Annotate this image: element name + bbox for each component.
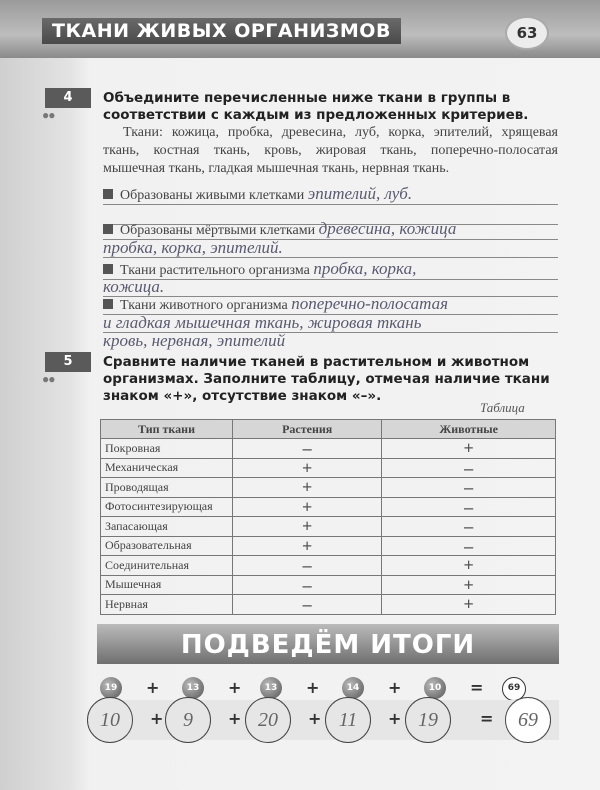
max-points-ball: 10 xyxy=(424,677,446,699)
animals-mark[interactable]: – xyxy=(382,517,556,537)
plus-sign: + xyxy=(388,678,402,697)
difficulty-icon: ●● xyxy=(42,108,55,122)
plants-mark[interactable]: – xyxy=(233,575,382,595)
score-circle[interactable]: 11 xyxy=(325,697,371,743)
animals-mark[interactable]: – xyxy=(382,536,556,556)
equals-sign: = xyxy=(470,678,484,697)
criterion-living xyxy=(103,183,558,205)
plants-mark[interactable]: + xyxy=(233,517,382,537)
table-row xyxy=(101,439,556,459)
column-header: Тип ткани xyxy=(101,420,233,439)
tissue-type: Соединительная xyxy=(101,556,233,576)
table-caption: Таблица xyxy=(480,400,525,415)
table-row xyxy=(101,497,556,517)
plus-sign: + xyxy=(306,678,320,697)
answer-line[interactable]: и гладкая мышечная ткань, жировая ткань xyxy=(103,313,558,333)
task-5-heading: Сравните наличие тканей в растительном и животном организмах. Заполните таблицу, отмечая наличие ткани знаком «+», отсутствие знаком «–». xyxy=(103,354,550,404)
plus-sign: + xyxy=(146,678,160,697)
plants-mark[interactable]: + xyxy=(233,458,382,478)
tissue-type: Покровная xyxy=(101,439,233,459)
answer-text[interactable]: древесина, кожица xyxy=(318,219,457,238)
tissue-type: Проводящая xyxy=(101,478,233,498)
score-circle[interactable]: 20 xyxy=(245,697,291,743)
criterion-label: Ткани животного организма xyxy=(120,298,288,313)
difficulty-icon: ●● xyxy=(42,372,55,386)
plus-sign: + xyxy=(308,709,322,728)
page-number: 63 xyxy=(505,16,549,50)
answer-text[interactable]: эпителий, луб. xyxy=(307,184,413,203)
answer-line[interactable]: кожица. xyxy=(103,277,558,297)
table-row xyxy=(101,458,556,478)
max-points-ball: 13 xyxy=(182,677,204,699)
table-row xyxy=(101,536,556,556)
plants-mark[interactable]: + xyxy=(233,478,382,498)
animals-mark[interactable]: + xyxy=(382,439,556,459)
max-points-ball: 13 xyxy=(260,677,282,699)
score-total-circle[interactable]: 69 xyxy=(505,697,551,743)
score-circle[interactable]: 9 xyxy=(165,697,211,743)
tissue-type: Механическая xyxy=(101,458,233,478)
table-row xyxy=(101,575,556,595)
animals-mark[interactable]: + xyxy=(382,556,556,576)
criterion-label: Образованы мёртвыми клетками xyxy=(120,223,316,238)
tissue-type: Нервная xyxy=(101,595,233,615)
animals-mark[interactable]: + xyxy=(382,595,556,615)
tissue-type: Запасающая xyxy=(101,517,233,537)
answer-text[interactable]: поперечно-полосатая xyxy=(291,294,449,313)
table-row xyxy=(101,595,556,615)
animals-mark[interactable]: – xyxy=(382,497,556,517)
max-points-ball: 14 xyxy=(342,677,364,699)
animals-mark[interactable]: – xyxy=(382,478,556,498)
page-header xyxy=(0,0,600,58)
plants-mark[interactable]: – xyxy=(233,439,382,459)
task-4-number: 4 xyxy=(45,88,91,108)
plus-sign: + xyxy=(388,709,402,728)
summary-title: ПОДВЕДЁМ ИТОГИ xyxy=(97,624,559,664)
plants-mark[interactable]: + xyxy=(233,497,382,517)
animals-mark[interactable]: – xyxy=(382,458,556,478)
answer-line[interactable]: пробка, корка, эпителий. xyxy=(103,238,558,258)
plants-mark[interactable]: – xyxy=(233,556,382,576)
criterion-dead xyxy=(103,218,558,240)
task-5-number: 5 xyxy=(45,352,91,372)
equals-sign: = xyxy=(480,709,494,728)
max-total: 69 xyxy=(502,677,526,701)
answer-text[interactable]: пробка, корка, xyxy=(313,259,417,278)
plants-mark[interactable]: + xyxy=(233,536,382,556)
plus-sign: + xyxy=(228,678,242,697)
column-header: Растения xyxy=(233,420,382,439)
score-circle[interactable]: 19 xyxy=(405,697,451,743)
score-circle[interactable]: 10 xyxy=(87,697,133,743)
plus-sign: + xyxy=(150,709,164,728)
plants-mark[interactable]: – xyxy=(233,595,382,615)
chapter-title: ТКАНИ ЖИВЫХ ОРГАНИЗМОВ xyxy=(42,18,401,44)
table-row xyxy=(101,556,556,576)
column-header: Животные xyxy=(382,420,556,439)
max-points-ball: 19 xyxy=(100,677,122,699)
tissue-type: Мышечная xyxy=(101,575,233,595)
tissue-table xyxy=(100,419,556,615)
task-4-heading: Объедините перечисленные ниже ткани в группы в соответствии с каждым из предложенных критериев. xyxy=(103,90,529,123)
criterion-label: Образованы живыми клетками xyxy=(120,188,305,203)
plus-sign: + xyxy=(228,709,242,728)
criterion-animal xyxy=(103,293,558,315)
tissue-type: Образовательная xyxy=(101,536,233,556)
tissue-type: Фотосинтезирующая xyxy=(101,497,233,517)
table-row xyxy=(101,517,556,537)
answer-line[interactable]: кровь, нервная, эпителий xyxy=(103,331,286,350)
animals-mark[interactable]: + xyxy=(382,575,556,595)
table-row xyxy=(101,478,556,498)
criterion-label: Ткани растительного организма xyxy=(120,263,310,278)
task-4-text: Ткани: кожица, пробка, древесина, луб, корка, эпителий, хрящевая ткань, костная ткань, кровь, жировая ткань, поперечно-полосатая мышечная ткань, гладкая мышечная ткань, нервная ткань. xyxy=(103,125,558,176)
